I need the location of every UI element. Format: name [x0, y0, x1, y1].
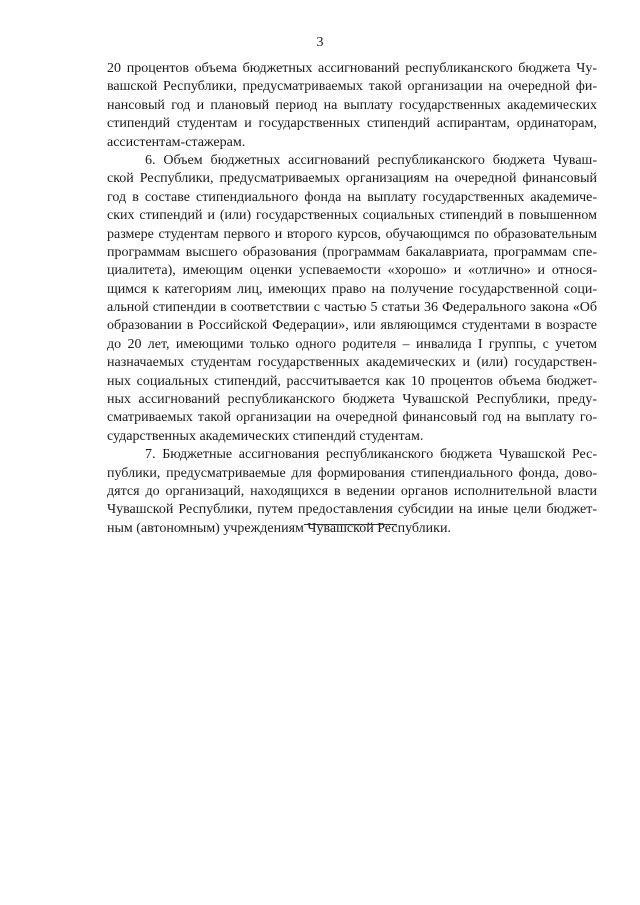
end-separator-line — [304, 524, 397, 525]
text-line: ской Республики, предусматриваемых организациям на очередной финансовый — [107, 171, 597, 187]
text-line: вашской Республики, предусматриваемых такой организации на очередной фи- — [107, 79, 597, 95]
text-line: сударственных академических стипендий студентам. — [107, 428, 424, 444]
text-line: размере студентам первого и второго курсов, обучающимся по образовательным — [107, 226, 597, 242]
text-line: 6. Объем бюджетных ассигнований республиканского бюджета Чуваш- — [145, 152, 597, 168]
text-line: назначаемых студентам государственных академических и (или) государствен- — [107, 355, 597, 371]
text-line: ным (автономным) учреждениям Чувашской Республики. — [107, 520, 451, 536]
text-line: программам высшего образования (программам бакалавриата, программам спе- — [107, 244, 597, 260]
text-line: образовании в Российской Федерации», или являющимся студентами в возрасте — [107, 318, 597, 334]
text-line: дятся до организаций, находящихся в ведении органов исполнительной власти — [107, 483, 597, 499]
text-line: до 20 лет, имеющими только одного родителя – инвалида I группы, с учетом — [107, 336, 597, 352]
text-line: год в составе стипендиального фонда на выплату государственных академиче- — [107, 189, 597, 205]
page-number: 3 — [316, 35, 324, 50]
text-line: ных социальных стипендий, рассчитывается как 10 процентов объема бюджет- — [107, 373, 597, 389]
text-line: Чувашской Республики, путем предоставления субсидии на иные цели бюджет- — [107, 502, 597, 518]
text-line: ных ассигнований республиканского бюджета Чувашской Республики, преду- — [107, 392, 597, 408]
paragraph-6 — [107, 152, 597, 446]
text-line: ассистентам-стажерам. — [107, 134, 246, 150]
text-line: циалитета), имеющим оценки успеваемости «хорошо» и «отлично» и относя- — [107, 263, 597, 279]
text-line: щимся к категориям лиц, имеющих право на получение государственной соци- — [107, 281, 597, 297]
text-line: 7. Бюджетные ассигнования республиканского бюджета Чувашской Рес- — [145, 447, 597, 463]
paragraph-continuation — [107, 60, 597, 152]
document-body — [107, 60, 597, 538]
text-line: 20 процентов объема бюджетных ассигнований республиканского бюджета Чу- — [107, 61, 597, 76]
text-line: альной стипендии в соответствии с частью 5 статьи 36 Федерального закона «Об — [107, 300, 597, 316]
text-line: сматриваемых такой организации на очередной финансовый год на выплату го- — [107, 410, 597, 426]
text-line: публики, предусматриваемые для формирования стипендиального фонда, дово- — [107, 465, 597, 481]
text-line: ских стипендий и (или) государственных социальных стипендий в повышенном — [107, 208, 597, 224]
text-line: стипендий студентам и государственных стипендий аспирантам, ординаторам, — [107, 116, 597, 132]
text-line: нансовый год и плановый период на выплату государственных академических — [107, 97, 597, 113]
